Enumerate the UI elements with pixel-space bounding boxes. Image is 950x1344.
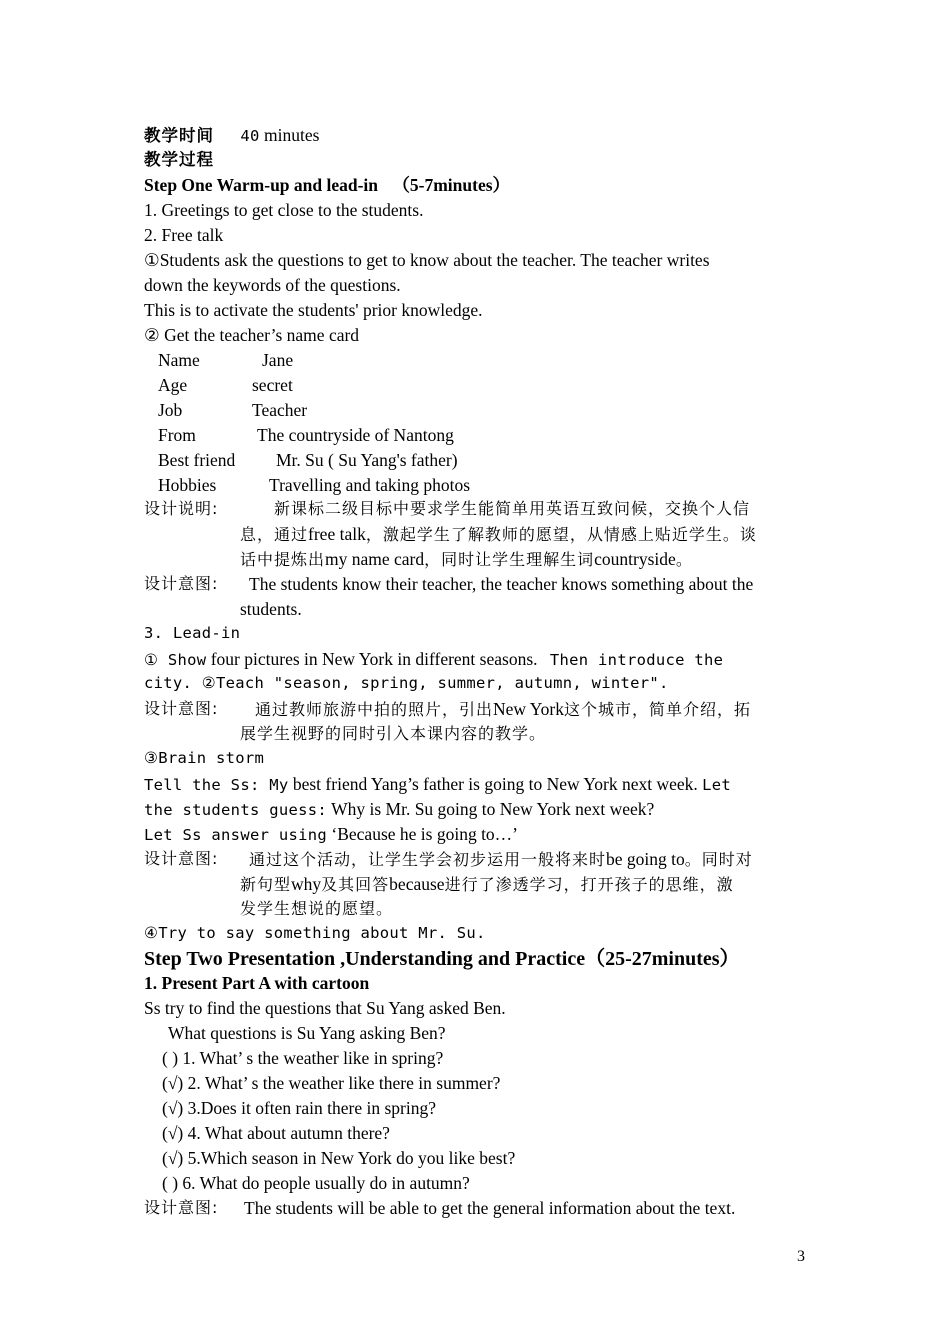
lead-in-line: 3. Lead-in bbox=[144, 624, 241, 642]
line-part: ① Show bbox=[144, 651, 207, 669]
note-text: 。 bbox=[675, 550, 693, 569]
card-value: Teacher bbox=[252, 400, 308, 420]
activate-line: This is to activate the students' prior knowledge. bbox=[144, 300, 483, 320]
line-part: four pictures in New York in different seasons. bbox=[210, 649, 538, 669]
design-intent-label: 设计意图: bbox=[144, 699, 219, 718]
card-row bbox=[158, 377, 293, 395]
card-row bbox=[158, 477, 470, 495]
intent-d-line: The students will be able to get the general information about the text. bbox=[244, 1198, 736, 1218]
line-part: Let bbox=[702, 776, 732, 794]
step-one-title: Step One Warm-up and lead-in bbox=[144, 175, 379, 195]
design-note-line-3 bbox=[240, 551, 693, 569]
find-questions-line: Ss try to find the questions that Su Yang asked Ben. bbox=[144, 998, 506, 1018]
note-text: 息，通过 bbox=[240, 525, 309, 544]
process-label: 教学过程 bbox=[144, 150, 214, 169]
step-one-time: （5-7minutes） bbox=[392, 175, 511, 195]
note-text: 通过这个活动，让学生学会初步运用一般将来时 bbox=[249, 850, 607, 869]
line-part: Why is Mr. Su going to New York next week? bbox=[331, 799, 655, 819]
questions-line-2: down the keywords of the questions. bbox=[144, 275, 401, 295]
design-note-label: 设计说明: bbox=[144, 499, 219, 518]
answer-line bbox=[144, 826, 518, 844]
intent-a-line-1: The students know their teacher, the teacher knows something about the bbox=[249, 574, 754, 594]
design-intent-label: 设计意图: bbox=[144, 574, 219, 593]
intent-b-line-1 bbox=[255, 701, 751, 719]
note-text: 。同时对 bbox=[684, 850, 753, 869]
intent-a-line-2: students. bbox=[240, 599, 302, 619]
show-pictures-line bbox=[144, 651, 723, 669]
note-text: countryside bbox=[594, 549, 676, 569]
note-text: 及其回答 bbox=[321, 875, 390, 894]
line-part: Then introduce the bbox=[549, 651, 724, 669]
design-intent-label: 设计意图: bbox=[144, 849, 219, 868]
card-value: Jane bbox=[262, 350, 294, 370]
question-item: ( ) 1. What’ s the weather like in spring? bbox=[162, 1048, 444, 1068]
intent-c-line-1 bbox=[249, 851, 753, 869]
card-value: The countryside of Nantong bbox=[257, 425, 454, 445]
name-card-title: ② Get the teacher’s name card bbox=[144, 325, 360, 345]
tell-line bbox=[144, 776, 731, 794]
card-value: Travelling and taking photos bbox=[269, 475, 471, 495]
card-key: Hobbies bbox=[158, 475, 217, 495]
line-part: Tell the Ss: My bbox=[144, 776, 289, 794]
note-text: ，同时让学生理解生词 bbox=[424, 550, 595, 569]
card-value: secret bbox=[252, 375, 293, 395]
brain-storm-line: ③Brain storm bbox=[144, 749, 265, 767]
page-number: 3 bbox=[797, 1248, 805, 1265]
note-text: be going to bbox=[606, 849, 685, 869]
note-text: because bbox=[389, 874, 445, 894]
card-row bbox=[158, 352, 293, 370]
card-value: Mr. Su ( Su Yang's father) bbox=[276, 450, 458, 470]
time-value: 40 bbox=[240, 127, 260, 145]
note-text: ，激起学生了解教师的愿望，从情感上贴近学生。谈 bbox=[365, 525, 757, 544]
design-note-line-1: 新课标二级目标中要求学生能简单用英语互致问候，交换个人信 bbox=[274, 499, 751, 518]
note-text: free talk bbox=[308, 524, 366, 544]
questions-line-1: ①Students ask the questions to get to know about the teacher. The teacher writes bbox=[144, 250, 710, 270]
note-text: why bbox=[291, 874, 322, 894]
step-two-heading: Step Two Presentation ,Understanding and Practice（25-27minutes） bbox=[144, 948, 740, 970]
time-unit: minutes bbox=[264, 125, 320, 145]
teach-seasons-line: city. ②Teach "season, spring, summer, autumn, winter". bbox=[144, 674, 669, 692]
intent-c-line-3: 发学生想说的愿望。 bbox=[240, 899, 394, 918]
teaching-time-line bbox=[144, 127, 319, 145]
note-text: my name card bbox=[325, 549, 425, 569]
time-label: 教学时间 bbox=[144, 126, 214, 145]
line-part: Let Ss answer using bbox=[144, 826, 328, 844]
card-key: Name bbox=[158, 350, 200, 370]
guess-line bbox=[144, 801, 654, 819]
part-a-heading: 1. Present Part A with cartoon bbox=[144, 973, 370, 993]
card-key: Best friend bbox=[158, 450, 236, 470]
question-item: (√) 3.Does it often rain there in spring? bbox=[162, 1098, 436, 1118]
greetings-line: 1. Greetings to get close to the students. bbox=[144, 200, 424, 220]
note-text: 这个城市，简单介绍，拓 bbox=[564, 700, 752, 719]
try-say-line: ④Try to say something about Mr. Su. bbox=[144, 924, 486, 942]
note-text: 通过教师旅游中拍的照片，引出 bbox=[255, 700, 494, 719]
line-part: the students guess: bbox=[144, 801, 328, 819]
card-row bbox=[158, 402, 307, 420]
card-row bbox=[158, 452, 458, 470]
question-item: (√) 4. What about autumn there? bbox=[162, 1123, 390, 1143]
free-talk-line: 2. Free talk bbox=[144, 225, 224, 245]
question-item: (√) 5.Which season in New York do you like best? bbox=[162, 1148, 516, 1168]
note-text: 话中提炼出 bbox=[240, 550, 326, 569]
note-text: 新句型 bbox=[240, 875, 292, 894]
step-one-heading bbox=[144, 177, 510, 195]
design-note-line-2 bbox=[240, 526, 757, 544]
intent-b-line-2: 展学生视野的同时引入本课内容的教学。 bbox=[240, 724, 547, 743]
line-part: best friend Yang’s father is going to New York next week. bbox=[292, 774, 698, 794]
line-part: ‘Because he is going to…’ bbox=[331, 824, 519, 844]
card-key: Job bbox=[158, 400, 183, 420]
card-key: Age bbox=[158, 375, 188, 395]
intent-c-line-2 bbox=[240, 876, 734, 894]
card-key: From bbox=[158, 425, 196, 445]
question-item: (√) 2. What’ s the weather like there in summer? bbox=[162, 1073, 501, 1093]
note-text: 进行了渗透学习，打开孩子的思维，激 bbox=[444, 875, 734, 894]
question-item: ( ) 6. What do people usually do in autumn? bbox=[162, 1173, 470, 1193]
what-questions-line: What questions is Su Yang asking Ben? bbox=[168, 1023, 446, 1043]
design-intent-label: 设计意图: bbox=[144, 1198, 219, 1217]
card-row bbox=[158, 427, 454, 445]
note-text: New York bbox=[493, 699, 564, 719]
